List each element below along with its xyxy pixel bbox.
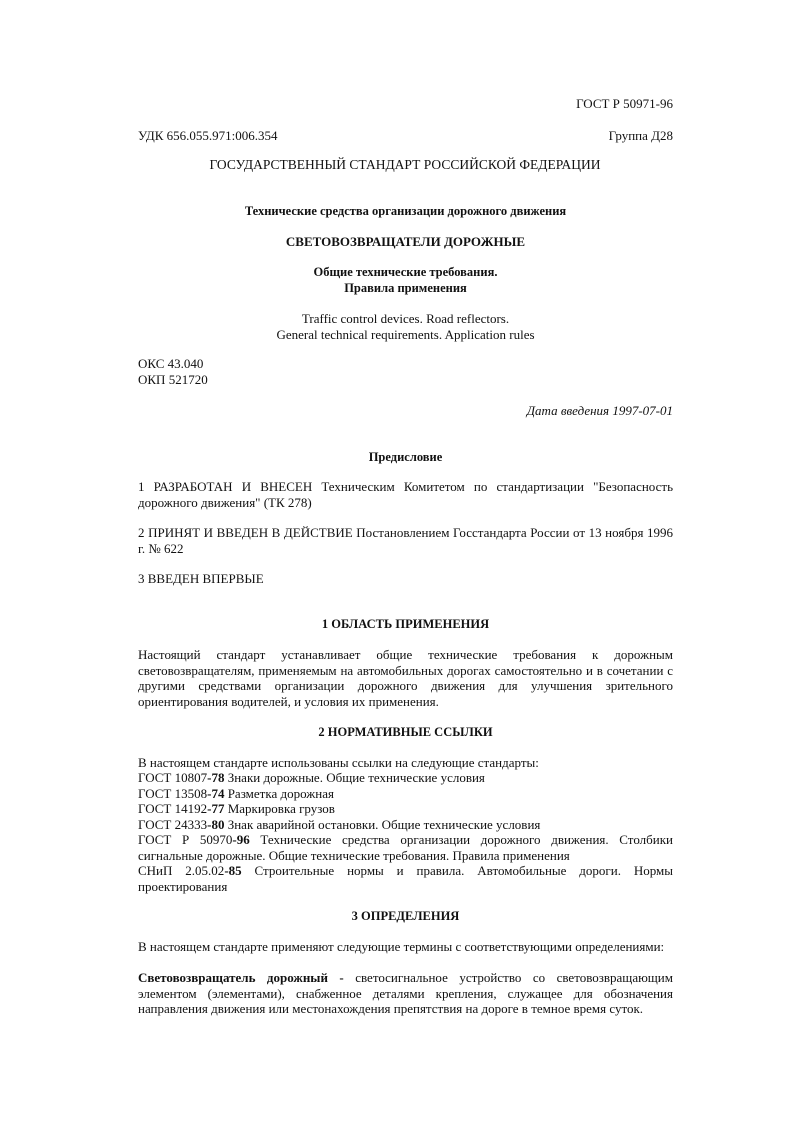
- reference-item: ГОСТ 10807-78 Знаки дорожные. Общие технические условия: [138, 770, 485, 785]
- udk-code: УДК 656.055.971:006.354: [138, 128, 278, 143]
- title-subtitle-1: Общие технические требования.: [313, 265, 498, 279]
- title-category: Технические средства организации дорожного движения: [244, 204, 567, 218]
- state-standard-heading: ГОСУДАРСТВЕННЫЙ СТАНДАРТ РОССИЙСКОЙ ФЕДЕРАЦИИ: [209, 157, 601, 172]
- reference-item: ГОСТ 24333-80 Знак аварийной остановки. Общие технические условия: [138, 816, 541, 832]
- okp-code: ОКП 521720: [138, 372, 208, 387]
- title-english-2: General technical requirements. Application rules: [276, 327, 535, 342]
- section-3-heading: 3 ОПРЕДЕЛЕНИЯ: [351, 909, 460, 923]
- reference-item: ГОСТ 13508-74 Разметка дорожная: [138, 785, 334, 801]
- reference-item: СНиП 2.05.02-85 Строительные нормы и правила. Автомобильные дороги. Нормы проектирования: [138, 863, 673, 894]
- reference-item: ГОСТ 14192-77 Маркировка грузов: [138, 801, 335, 816]
- section-3-intro: В настоящем стандарте применяют следующие термины с соответствующими определениями:: [138, 939, 665, 954]
- oks-code: ОКС 43.040: [138, 356, 204, 371]
- term-definition: светосигнальное устройство со световозвращающим элементом (элементами), снабженное деталями крепления, служащее для обозначения направления движения или местонахождения препятствия на дороге в темное время суток.: [138, 970, 673, 1016]
- reference-list: [138, 770, 673, 894]
- section-1-text: [138, 647, 673, 709]
- foreword-item-2: 2 ПРИНЯТ И ВВЕДЕН В ДЕЙСТВИЕ Постановлением Госстандарта России от 13 ноября 1996 г. № 622: [138, 525, 673, 556]
- group-code: Группа Д28: [608, 128, 673, 143]
- section-3-definition: [138, 970, 673, 1017]
- reference-item: ГОСТ Р 50970-96 Технические средства организации дорожного движения. Столбики сигнальные дорожные. Общие технические требования. Правила применения: [138, 832, 673, 863]
- section-2-intro: В настоящем стандарте использованы ссылки на следующие стандарты:: [138, 755, 539, 770]
- title-english-1: Traffic control devices. Road reflectors.: [301, 311, 510, 326]
- intro-date: Дата введения 1997-07-01: [526, 403, 673, 418]
- section-2-heading: 2 НОРМАТИВНЫЕ ССЫЛКИ: [318, 725, 493, 739]
- foreword-heading: Предисловие: [368, 450, 443, 464]
- title-main: СВЕТОВОЗВРАЩАТЕЛИ ДОРОЖНЫЕ: [285, 234, 526, 249]
- section-1-heading: 1 ОБЛАСТЬ ПРИМЕНЕНИЯ: [321, 617, 490, 631]
- defined-term: Световозвращатель дорожный -: [138, 970, 344, 985]
- section-1-paragraph: Настоящий стандарт устанавливает общие технические требования к дорожным световозвращателям, применяемым на автомобильных дорогах самостоятельно и в сочетании с другими средствами организации дорожного движения для улучшения зрительного ориентирования водителей, и условия их применения.: [138, 647, 673, 709]
- standard-number: ГОСТ Р 50971-96: [576, 96, 673, 111]
- title-subtitle-2: Правила применения: [344, 281, 467, 295]
- foreword-item-1: 1 РАЗРАБОТАН И ВНЕСЕН Техническим Комитетом по стандартизации "Безопасность дорожного движения" (ТК 278): [138, 479, 673, 510]
- foreword-item-3: 3 ВВЕДЕН ВПЕРВЫЕ: [138, 571, 264, 586]
